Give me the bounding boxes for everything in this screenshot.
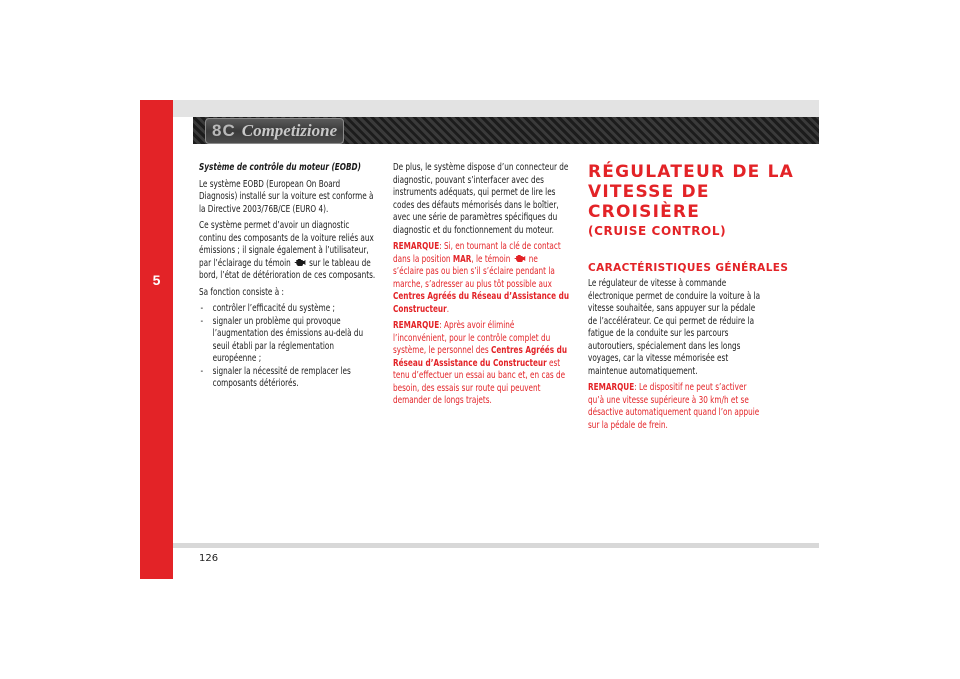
note-paragraph xyxy=(588,382,764,432)
paragraph: De plus, le système dispose d’un connecteur de diagnostic, pouvant s’interfacer avec des instruments adéquats, qui permet de lire les codes des défauts mémorisés dans le boîtier, avec une série de paramètres spécifiques du diagnostic et du fonctionnement du moteur. xyxy=(393,162,569,236)
text-run: MAR xyxy=(452,253,472,265)
chapter-tab xyxy=(140,100,173,579)
text-run: : Le dispositif ne peut s’activer qu’à une vitesse supérieure à 30 km/h et se désactive automatiquement quand l’on appuie sur la pédale de frein. xyxy=(588,382,760,431)
column-eobd xyxy=(199,162,375,391)
paragraph: Le système EOBD (European On Board Diagnosis) installé sur la voiture est conforme à la Directive 2003/76B/CE (EURO 4). xyxy=(199,178,374,215)
note-label: REMARQUE xyxy=(393,320,440,331)
text-run: . xyxy=(446,303,450,315)
note-paragraph xyxy=(393,241,569,316)
logo-monogram: 8C xyxy=(212,121,236,140)
column-cruise-control xyxy=(588,162,820,436)
text-run: sur le tableau de bord, l’état de détérioration de ces composants. xyxy=(199,257,376,281)
text-run: Ce système permet d’avoir un diagnostic continu des composants de la voiture reliés aux émissions ; il signale également à l’utilisateur, par l’éclairage du témoin xyxy=(199,220,374,269)
paragraph: Le régulateur de vitesse à commande électronique permet de conduire la voiture à la vitesse souhaitée, sans appuyer sur la pédale de l’accélérateur. Ce qui permet de réduire la fatigue de la conduite sur les parcours autoroutiers, spécialement dans les longs voyages, car la vitesse mémorisée est maintenue automatiquement. xyxy=(588,278,761,377)
paragraph xyxy=(199,220,375,283)
engine-warning-icon xyxy=(294,258,306,267)
footer-rule xyxy=(173,543,819,548)
carbon-banner xyxy=(193,117,819,144)
header-band xyxy=(173,100,819,117)
note-paragraph xyxy=(393,320,569,408)
text-run: ne s’éclaire pas ou bien s’il s’éclaire pendant la marche, s’adresser au plus tôt possible aux xyxy=(393,253,555,290)
body-text xyxy=(588,278,764,432)
text-run: , le témoin xyxy=(471,253,511,265)
chapter-number: 5 xyxy=(152,272,161,288)
text-run: est tenu d’effectuer un essai au banc et, en cas de besoin, des essais sur route qui peuvent demander de longs trajets. xyxy=(393,357,566,406)
note-label: REMARQUE xyxy=(588,382,635,393)
text-run: Centres Agréés du Réseau d’Assistance du Constructeur xyxy=(393,345,568,369)
list-item: - contrôler l’efficacité du système ; xyxy=(199,303,375,316)
text-run: Centres Agréés du Réseau d’Assistance du Constructeur xyxy=(393,291,570,315)
brand-logo xyxy=(205,118,344,144)
section-heading-eobd: Système de contrôle du moteur (EOBD) xyxy=(199,162,361,173)
function-list xyxy=(199,303,375,391)
column-diagnostic xyxy=(393,162,569,412)
section-heading-general: CARACTÉRISTIQUES GÉNÉRALES xyxy=(588,262,789,274)
paragraph: Sa fonction consiste à : xyxy=(199,286,284,298)
chapter-section-subtitle: (CRUISE CONTROL) xyxy=(588,224,727,238)
text-run: : Si, en tournant la clé de contact dans la position xyxy=(393,241,561,265)
note-label: REMARQUE xyxy=(393,241,440,252)
page-number: 126 xyxy=(199,553,219,564)
engine-warning-icon xyxy=(513,254,525,263)
chapter-section-title: RÉGULATEUR DE LA VITESSE DE CROISIÈRE xyxy=(588,162,794,222)
list-item: - signaler un problème qui provoque l’augmentation des émissions au-delà du seuil établi par la réglementation européenne ; xyxy=(199,316,375,366)
text-run: : Après avoir éliminé l’inconvénient, pour le contrôle complet du système, le personnel des xyxy=(393,320,551,356)
logo-wordmark: Competizione xyxy=(241,121,338,140)
list-item: - signaler la nécessité de remplacer les composants détériorés. xyxy=(199,366,375,391)
